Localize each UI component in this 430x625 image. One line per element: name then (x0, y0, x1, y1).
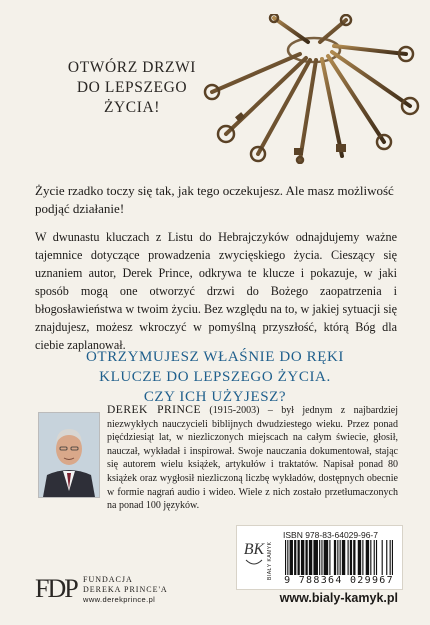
barcode-bar (348, 540, 349, 576)
foundation-text (83, 575, 203, 605)
barcode-bar (298, 540, 300, 576)
bunch-of-old-keys-icon (196, 14, 424, 164)
barcode-bar (309, 540, 312, 576)
headline-line-2: DO LEPSZEGO (76, 79, 188, 96)
barcode-bar (285, 540, 286, 576)
barcode-bar (337, 540, 338, 576)
barcode-bar (334, 540, 336, 576)
barcode-bar (324, 540, 329, 576)
barcode-panel (236, 525, 403, 590)
intro-paragraph: Życie rzadko toczy się tak, jak tego oczekujesz. Ale masz możliwość podjąć działanie! (35, 183, 394, 216)
barcode-bar (366, 540, 369, 576)
barcode-bar (340, 540, 341, 576)
author-years: (1915-2003) (209, 405, 260, 416)
publisher-logo-text: BK (243, 541, 265, 558)
author-photo-image (39, 413, 99, 497)
tagline (40, 347, 390, 407)
isbn-number: ISBN 978-83-64029-96-7 (283, 530, 378, 540)
publisher-website[interactable]: www.bialy-kamyk.pl (279, 591, 398, 605)
barcode-bar (362, 540, 363, 576)
foundation-line-1: FUNDACJA (83, 575, 133, 584)
barcode-bar (321, 540, 322, 576)
barcode-bar (294, 540, 296, 576)
author-name: DEREK PRINCE (107, 404, 201, 416)
author-bio (107, 404, 398, 513)
barcode-bar (392, 540, 393, 576)
tagline-line-3: CZY ICH UŻYJESZ? (143, 389, 287, 405)
publisher-vertical-label: BIAŁY KAMYK (267, 541, 273, 580)
barcode-bar (370, 540, 371, 576)
barcode-bar (382, 540, 383, 576)
barcode-bar (287, 540, 288, 576)
barcode-bar (290, 540, 293, 576)
barcode-bar (313, 540, 318, 576)
barcode-bar (305, 540, 307, 576)
headline (62, 58, 202, 118)
tagline-line-1: OTRZYMUJESZ WŁAŚNIE DO RĘKI (86, 349, 344, 365)
foundation-url[interactable]: www.derekprince.pl (83, 595, 156, 604)
barcode-bar (374, 540, 375, 576)
barcode-bar (358, 540, 361, 576)
barcode-image (283, 540, 395, 578)
barcode-bar (386, 540, 387, 576)
barcode-bar (342, 540, 345, 576)
barcode-bar (390, 540, 391, 576)
author-bio-text: – był jednym z najbardziej niezwykłych nauczycieli biblijnych dwudziestego wieku. Przez ponad pięćdziesiąt lat, w niezliczonych miejscach na całym świecie, głosił, nauczał, wykładał i inspirował. Swoje nauczania dokumentował, stając się autorem wielu książek, artykułów i traktatów. Napisał ponad 80 książek oraz wygłosił niezliczoną liczbę wykładów, dostępnych obecnie w formie nagrań audio i wideo. Wiele z nich zostało przetłumaczonych na ponad 100 języków. (107, 405, 399, 512)
barcode-bar (319, 540, 320, 576)
foundation-line-2: DEREKA PRINCE'A (83, 585, 168, 594)
ean-number: 9 788364 029967 (277, 575, 401, 586)
headline-line-1: OTWÓRZ DRZWI (67, 59, 197, 76)
description-paragraph: W dwunastu kluczach z Listu do Hebrajczyków odnajdujemy ważne tajemnice dotyczące prowadzenia zwycięskiego życia. Cieszący się uznaniem autor, Derek Prince, odkrywa te klucze i pokazuje, w jaki sposób mogą one otworzyć drzwi do Bożego zaopatrzenia i błogosławieństwa w twoim życiu. Bez względu na to, w jakiej sytuacji się znajdujesz, możesz wkroczyć w pomyślną przyszłość, którą Bóg dla ciebie zaplanował. (35, 230, 397, 352)
bialy-kamyk-logo (241, 532, 267, 582)
barcode-bar (353, 540, 355, 576)
foundation-mark: FDP (35, 574, 77, 603)
barcode-bar (329, 540, 330, 576)
barcode-bar (301, 540, 304, 576)
barcode-bar (376, 540, 377, 576)
headline-line-3: ŻYCIA! (103, 99, 161, 116)
author-portrait (38, 412, 100, 498)
tagline-line-2: KLUCZE DO LEPSZEGO ŻYCIA. (99, 369, 331, 385)
barcode-bar (350, 540, 352, 576)
